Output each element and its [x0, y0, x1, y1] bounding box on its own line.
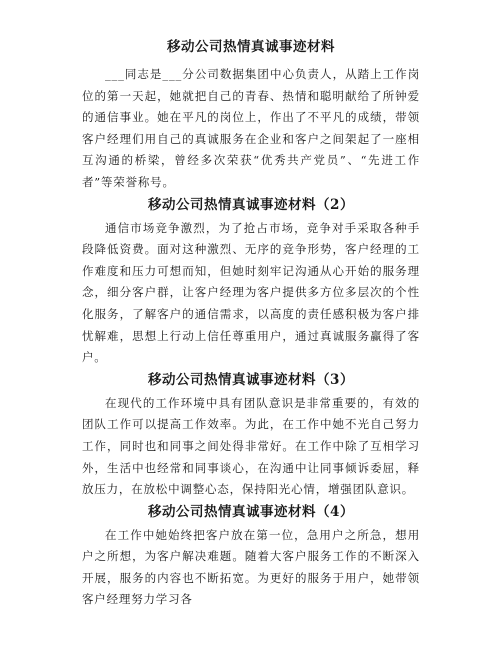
section-body-2: 通信市场竞争激烈，为了抢占市场，竞争对手采取各种手段降低资费。面对这种激烈、无序的竞争形势，客户经理的工作难度和压力可想而知，但她时刻牢记沟通从心开始的服务理念，细分客户群，让客户经理为客户提供多方位多层次的个性化服务，了解客户的通信需求，以高度的责任感积极为客户排忧解难，思想上行动上信任尊重用户，通过真诚服务赢得了客户。	[82, 220, 420, 365]
section-title-2: 移动公司热情真诚事迹材料（2）	[148, 196, 354, 213]
section-title-1: 移动公司热情真诚事迹材料	[167, 39, 335, 55]
section-body-1: ___同志是___分公司数据集团中心负责人，从踏上工作岗位的第一天起，她就把自己的青春、热情和聪明献给了所钟爱的通信事业。她在平凡的岗位上，作出了不平凡的成绩，带领客户经理们用自己的真诚服务在企业和客户之间架起了一座相互沟通的桥梁，曾经多次荣获“优秀共产党员”、“先进工作者”等荣誉称号。	[82, 67, 420, 189]
section-body-4: 在工作中她始终把客户放在第一位，急用户之所急，想用户之所想，为客户解决难题。随着大客户服务工作的不断深入开展，服务的内容也不断拓宽。为更好的服务于用户，她带领客户经理努力学习各	[82, 527, 420, 607]
section-title-3: 移动公司热情真诚事迹材料（3）	[148, 371, 354, 388]
section-body-3: 在现代的工作环境中具有团队意识是非常重要的，有效的团队工作可以提高工作效率。为此，在工作中她不光自己努力工作，同时也和同事之间处得非常好。在工作中除了互相学习外，生活中也经常和同事谈心，在沟通中让同事倾诉委屈，释放压力，在放松中调整心态，保持阳光心情，增强团队意识。	[82, 395, 420, 497]
section-title-4: 移动公司热情真诚事迹材料（4）	[148, 503, 354, 520]
